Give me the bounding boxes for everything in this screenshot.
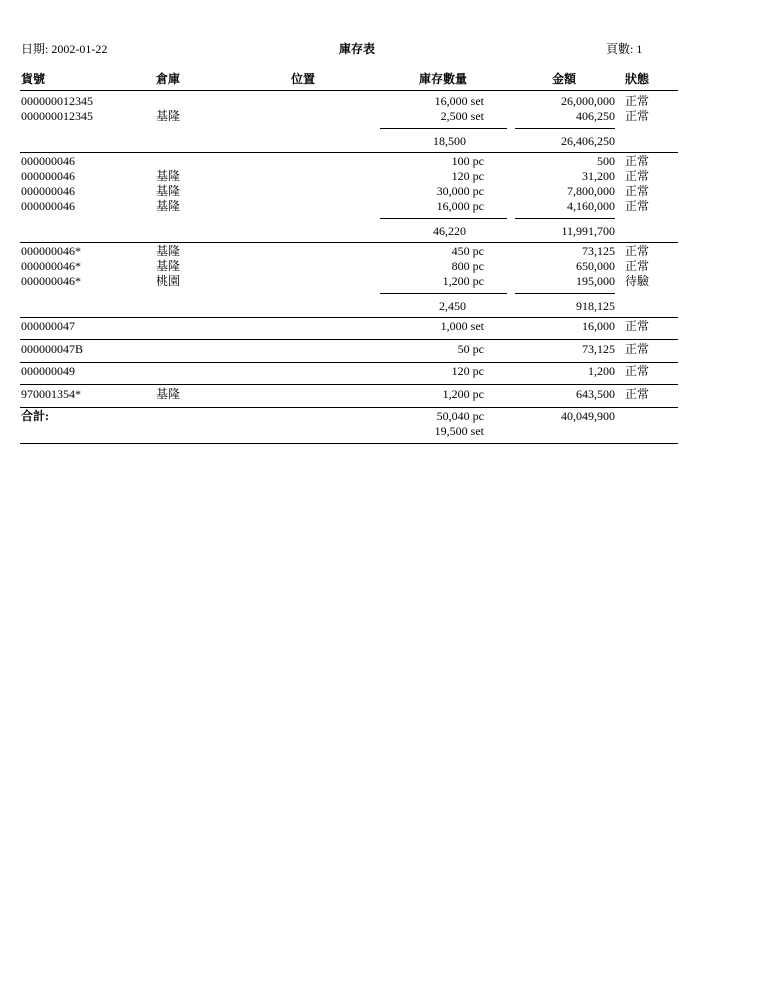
quantity-cell: 120 pc [451,364,484,378]
quantity-cell: 100 pc [451,154,484,168]
subtotal-qty-rule [380,293,507,294]
amount-cell: 16,000 [582,319,615,333]
item-no-cell: 000000047B [21,342,84,356]
warehouse-cell: 桃園 [156,274,181,288]
item-no-cell: 000000049 [21,364,75,378]
subtotal-amount-rule [515,218,615,219]
col-header-amount: 金額 [552,72,577,86]
col-header-location: 位置 [291,72,316,86]
subtotal-qty-rule [380,218,507,219]
amount-cell: 500 [597,154,615,168]
warehouse-cell: 基隆 [156,109,181,123]
status-cell: 正常 [625,244,650,258]
status-cell: 正常 [625,154,650,168]
warehouse-cell: 基隆 [156,259,181,273]
quantity-cell: 50 pc [457,342,484,356]
status-cell: 正常 [625,109,650,123]
report-title: 庫存表 [339,42,376,56]
item-no-cell: 000000046 [21,199,75,213]
subtotal-amount-rule [515,293,615,294]
amount-cell: 643,500 [576,387,615,401]
subtotal-amount: 918,125 [576,299,615,313]
amount-cell: 26,000,000 [561,94,615,108]
item-no-cell: 000000046* [21,274,81,288]
group-divider [20,317,678,318]
item-no-cell: 000000046* [21,259,81,273]
col-header-status: 狀態 [625,72,650,86]
item-no-cell: 000000012345 [21,94,93,108]
warehouse-cell: 基隆 [156,244,181,258]
item-no-cell: 970001354* [21,387,81,401]
amount-cell: 1,200 [588,364,615,378]
status-cell: 正常 [625,387,650,401]
group-divider [20,362,678,363]
page-number: 頁數: 1 [606,42,643,56]
item-no-cell: 000000046* [21,244,81,258]
grand-total-amount: 40,049,900 [561,409,615,423]
status-cell: 正常 [625,342,650,356]
quantity-cell: 2,500 set [440,109,484,123]
quantity-cell: 16,000 pc [436,199,484,213]
col-header-warehouse: 倉庫 [156,72,181,86]
amount-cell: 31,200 [582,169,615,183]
item-no-cell: 000000047 [21,319,75,333]
warehouse-cell: 基隆 [156,184,181,198]
col-header-quantity: 庫存數量 [419,72,468,86]
grand-total-quantity: 50,040 pc [436,409,484,423]
group-divider [20,242,678,243]
subtotal-amount: 11,991,700 [561,224,615,238]
warehouse-cell: 基隆 [156,387,181,401]
status-cell: 正常 [625,94,650,108]
status-cell: 待驗 [625,274,650,288]
item-no-cell: 000000046 [21,184,75,198]
subtotal-quantity: 18,500 [433,134,466,148]
amount-cell: 73,125 [582,342,615,356]
amount-cell: 4,160,000 [567,199,615,213]
quantity-cell: 800 pc [451,259,484,273]
report-date: 日期: 2002-01-22 [21,42,108,56]
amount-cell: 7,800,000 [567,184,615,198]
status-cell: 正常 [625,319,650,333]
subtotal-quantity: 2,450 [439,299,466,313]
col-header-item-no: 貨號 [21,72,46,86]
grand-total-label: 合計: [21,409,49,423]
status-cell: 正常 [625,199,650,213]
quantity-cell: 30,000 pc [436,184,484,198]
subtotal-amount-rule [515,128,615,129]
quantity-cell: 120 pc [451,169,484,183]
status-cell: 正常 [625,184,650,198]
item-no-cell: 000000046 [21,169,75,183]
status-cell: 正常 [625,259,650,273]
amount-cell: 73,125 [582,244,615,258]
quantity-cell: 16,000 set [434,94,484,108]
item-no-cell: 000000012345 [21,109,93,123]
subtotal-quantity: 46,220 [433,224,466,238]
group-divider [20,384,678,385]
amount-cell: 195,000 [576,274,615,288]
report-bottom-rule [20,443,678,444]
subtotal-qty-rule [380,128,507,129]
grand-total-quantity: 19,500 set [434,424,484,438]
item-no-cell: 000000046 [21,154,75,168]
quantity-cell: 1,200 pc [442,274,484,288]
header-divider [20,90,678,91]
group-divider [20,407,678,408]
subtotal-amount: 26,406,250 [561,134,615,148]
quantity-cell: 1,200 pc [442,387,484,401]
group-divider [20,152,678,153]
quantity-cell: 1,000 set [440,319,484,333]
status-cell: 正常 [625,169,650,183]
status-cell: 正常 [625,364,650,378]
warehouse-cell: 基隆 [156,199,181,213]
amount-cell: 650,000 [576,259,615,273]
quantity-cell: 450 pc [451,244,484,258]
warehouse-cell: 基隆 [156,169,181,183]
group-divider [20,339,678,340]
amount-cell: 406,250 [576,109,615,123]
